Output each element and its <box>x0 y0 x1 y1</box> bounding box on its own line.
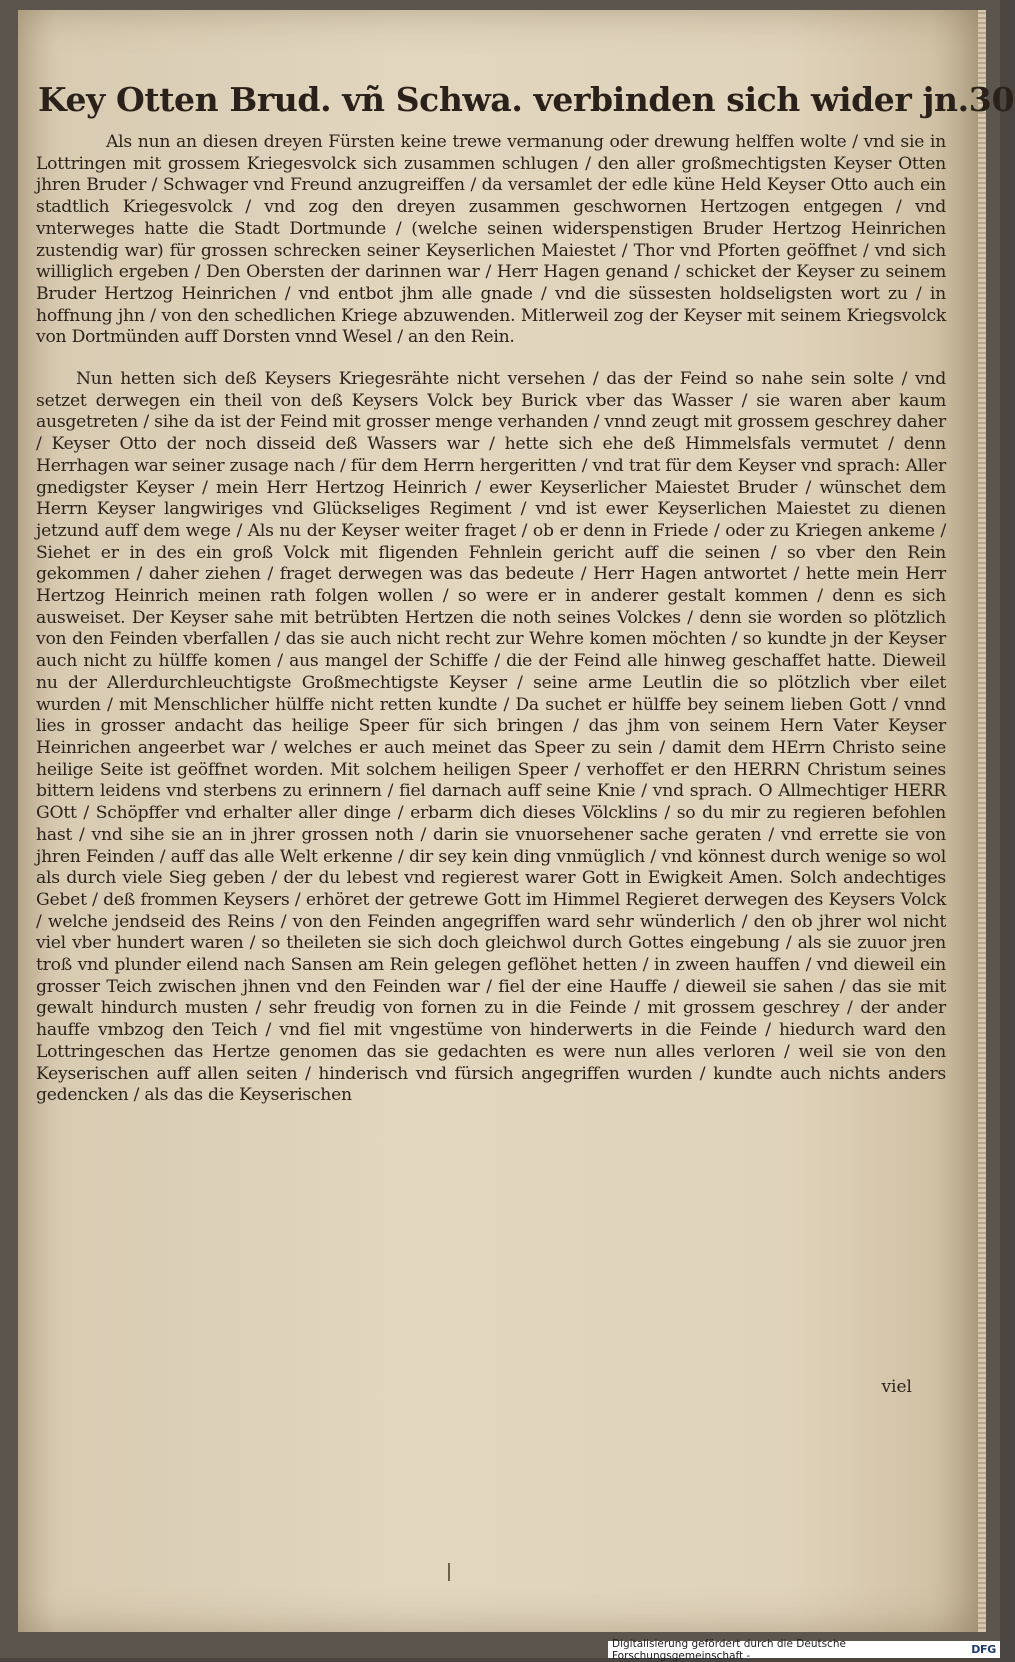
page-number: 30 <box>968 80 1015 119</box>
paragraph: Als nun an diesen dreyen Fürsten keine trewe vermanung oder drewung helffen wolte / vnd sie in Lottringen mit grossem Kriegesvolck sich zusammen schlugen / den aller großmechtigsten Keyser Otten jhren Bruder / Schwager vnd Freund anzugreiffen / da versamlet der edle küne Held Keyser Otto auch ein stadtlich Kriegesvolck / vnd zog den dreyen zusammen geschwornen Hertzogen entgegen / vnd vnterweges hatte die Stadt Dortmunde / (welche seinen widerspenstigen Bruder Hertzog Heinrichen zustendig war) für grossen schrecken seiner Keyserlichen Maiestet / Thor vnd Pforten geöffnet / vnd sich williglich ergeben / Den Obersten der darinnen war / Herr Hagen genand / schicket der Keyser zu seinem Bruder Hertzog Heinrichen / vnd entbot jhm alle gnade / vnd die süssesten holdseligsten wort zu / in hoffnung jhn / von den schedlichen Kriege abzuwenden. Mitlerweil zog der Keyser mit seinem Kriegsvolck von Dortmünden auff Dorsten vnnd Wesel / an den Rein. <box>36 132 946 348</box>
digitization-footer <box>608 1637 1000 1662</box>
running-head <box>38 80 1015 134</box>
dfg-logo-icon: DFG <box>971 1643 996 1656</box>
footer-text: Digitalisierung gefördert durch die Deutsche Forschungsgemeinschaft - <box>612 1637 846 1662</box>
catchword: viel <box>881 1377 912 1397</box>
body-text <box>36 132 946 1107</box>
page-edge <box>978 10 986 1632</box>
running-head-title: Key Otten Brud. vñ Schwa. verbinden sich wider jn. <box>38 80 969 119</box>
paragraph: Nun hetten sich deß Keysers Kriegesrähte nicht versehen / das der Feind so nahe sein solte / vnd setzet derwegen ein theil von deß Keysers Volck bey Burick vber das Wasser / sie waren aber kaum ausgetreten / sihe da ist der Feind mit grosser menge verhanden / vnnd zeugt mit grossem geschrey daher / Keyser Otto der noch disseid deß Wassers war / hette sich ehe deß Himmelsfals vermutet / denn Herrhagen war seiner zusage nach / für dem Herrn hergeritten / vnd trat für dem Keyser vnd sprach: Aller gnedigster Keyser / mein Herr Hertzog Heinrich / ewer Keyserlicher Maiestet Bruder / wünschet dem Herrn Keyser langwiriges vnd Glückseliges Regiment / vnd ist ewer Keyserlichen Maiestet zu dienen jetzund auff dem wege / Als nu der Keyser weiter fraget / ob er denn in Friede / oder zu Kriegen ankeme / Siehet er in des ein groß Volck mit fligenden Fehnlein gericht auff die seinen / so vber den Rein gekommen / daher ziehen / fraget derwegen was das bedeute / Herr Hagen antwortet / hette mein Herr Hertzog Heinrich meinen rath folgen wollen / so were er in anderer gestalt kommen / denn es sich ausweiset. Der Keyser sahe mit betrübten Hertzen die noth seines Volckes / denn sie worden so plötzlich von den Feinden vberfallen / das sie auch nicht recht zur Wehre komen möchten / so kundte jn der Keyser auch nicht zu hülffe komen / aus mangel der Schiffe / die der Feind alle hinweg geschaffet hatte. Dieweil nu der Allerdurchleuchtigste Großmechtigste Keyser / seine arme Leutlin die so plötzlich vber eilet wurden / mit Menschlicher hülffe nicht retten kundte / Da suchet er hülffe bey seinem lieben Gott / vnnd lies in grosser andacht das heilige Speer für sich bringen / das jhm von seinem Hern Vater Keyser Heinrichen angeerbet war / welches er auch meinet das Speer zu sein / damit dem HErrn Christo seine heilige Seite ist geöffnet worden. Mit solchem heiligen Speer / verhoffet er den HERRN Christum seines bittern leidens vnd sterbens zu erinnern / fiel darnach auff seine Knie / vnd sprach. O Allmechtiger HERR GOtt / Schöpffer vnd erhalter aller dinge / erbarm dich dieses Völcklins / so du mir zu regieren befohlen hast / vnd sihe sie an in jhrer grossen noth / darin sie vnuorsehener sache geraten / vnd errette sie von jhren Feinden / auff das alle Welt erkenne / dir sey kein ding vnmüglich / vnd könnest durch wenige so wol als durch viele Sieg geben / der du lebest vnd regierest warer Gott in Ewigkeit Amen. Solch andechtiges Gebet / deß frommen Keysers / erhöret der getrewe Gott im Himmel Regieret derwegen des Keysers Volck / welche jendseid des Reins / von den Feinden angegriffen ward sehr wünderlich / den ob jhrer wol nicht viel vber hundert waren / so theileten sie sich doch gleichwol durch Gottes eingebung / als sie zuuor jren troß vnd plunder eilend nach Sansen am Rein gelegen geflöhet hetten / in zween hauffen / vnd dieweil ein grosser Teich zwischen jhnen vnd den Feinden war / fiel der eine Hauffe / dieweil sie sahen / das sie mit gewalt hindurch musten / sehr freudig von fornen zu in die Feinde / mit grossem geschrey / der ander hauffe vmbzog den Teich / vnd fiel mit vngestüme von hinderwerts in die Feinde / hiedurch ward den Lottringeschen das Hertze genomen das sie gedachten es were nun alles verloren / weil sie von den Keyserischen auff allen seiten / hinderisch vnd fürsich angegriffen wurden / kundte auch nichts anders gedencken / als das die Keyserischen <box>36 369 946 1106</box>
printer-mark <box>448 1563 450 1581</box>
